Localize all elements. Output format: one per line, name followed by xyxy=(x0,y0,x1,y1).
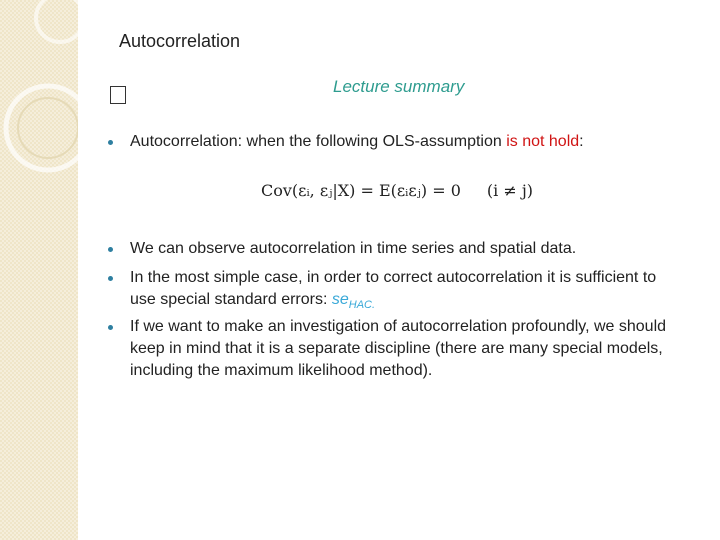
formula-condition: (i ≠ j) xyxy=(486,181,534,200)
bullet-item-correct xyxy=(104,267,684,316)
bullet-text: We can observe autocorrelation in time series and spatial data. xyxy=(130,240,577,257)
bullet-item-observe xyxy=(104,238,576,260)
emphasis-red-text: is not hold xyxy=(506,133,580,150)
se-subscript: HAC. xyxy=(348,299,376,311)
bullet-item-assumption xyxy=(104,131,584,153)
bullet-text: If we want to make an investigation of autocorrelation profoundly, we should keep in mind that it is a separate discipline (there are many special models, including the maximum likelihood method). xyxy=(130,318,667,379)
se-hac-label xyxy=(331,291,376,311)
covariance-formula xyxy=(261,181,533,200)
lecture-summary-heading: Lecture summary xyxy=(333,77,465,96)
bullet-text: In the most simple case, in order to correct autocorrelation it is sufficient to use special standard errors: xyxy=(130,269,657,308)
bullet-colon: : xyxy=(579,133,584,150)
decorative-rings xyxy=(0,0,78,540)
placeholder-box-icon xyxy=(110,86,126,104)
se-symbol: se xyxy=(331,291,349,308)
decorative-side-strip xyxy=(0,0,78,540)
bullet-item-profound xyxy=(104,316,684,382)
slide-title: Autocorrelation xyxy=(119,31,241,51)
bullet-text: Autocorrelation: when the following OLS-assumption xyxy=(130,133,507,150)
formula-main: Cov(εᵢ, εⱼ|X) = E(εᵢεⱼ) = 0 xyxy=(261,181,461,200)
